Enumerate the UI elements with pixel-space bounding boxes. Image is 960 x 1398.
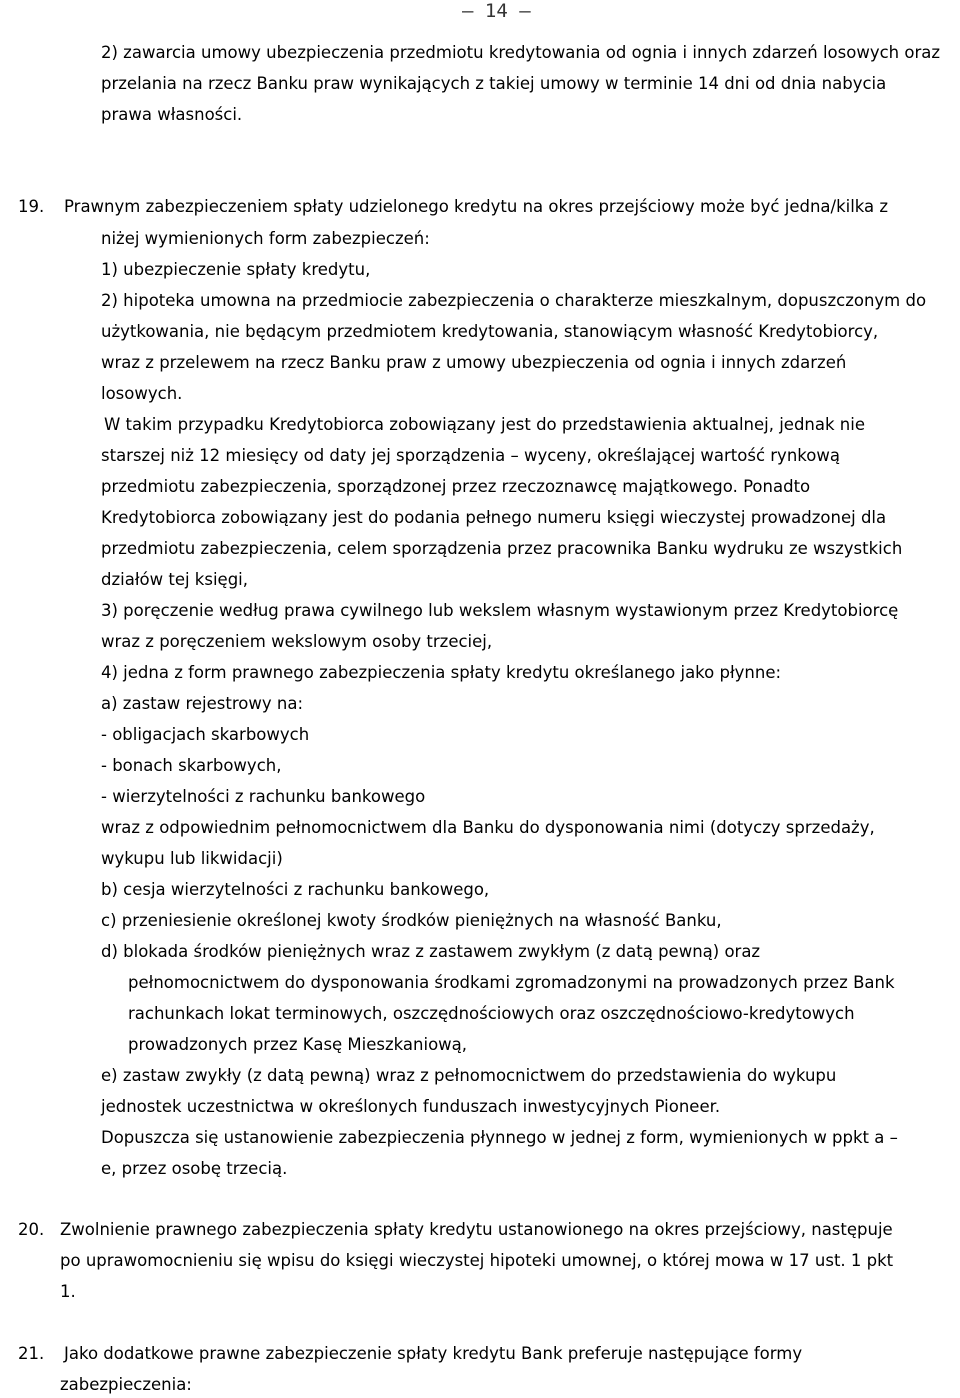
text-line: przedmiotu zabezpieczenia, celem sporządzenia przez pracownika Banku wydruku ze wszystkich	[101, 539, 903, 558]
text-line: c) przeniesienie określonej kwoty środków pieniężnych na własność Banku,	[101, 911, 722, 930]
text-line: Prawnym zabezpieczeniem spłaty udzielonego kredytu na okres przejściowy może być jedna/kilka z	[64, 197, 889, 216]
text-line: 3) poręczenie według prawa cywilnego lub wekslem własnym wystawionym przez Kredytobiorcę	[101, 601, 899, 620]
text-line: 2) zawarcia umowy ubezpieczenia przedmiotu kredytowania od ognia i innych zdarzeń losowych oraz	[101, 43, 941, 62]
text-line: Zwolnienie prawnego zabezpieczenia spłaty kredytu ustanowionego na okres przejściowy, następuje	[60, 1220, 893, 1239]
item-number: 19.	[18, 197, 45, 216]
text-line: Kredytobiorca zobowiązany jest do podania pełnego numeru księgi wieczystej prowadzonej dla	[101, 508, 887, 527]
text-line: rachunkach lokat terminowych, oszczędnościowych oraz oszczędnościowo-kredytowych	[128, 1004, 855, 1023]
page-number: – 14 –	[462, 0, 531, 22]
text-line: pełnomocnictwem do dysponowania środkami zgromadzonymi na prowadzonych przez Bank	[128, 973, 895, 992]
text-line: zabezpieczenia:	[60, 1375, 192, 1394]
text-line: Jako dodatkowe prawne zabezpieczenie spłaty kredytu Bank preferuje następujące formy	[64, 1344, 803, 1363]
text-line: wykupu lub likwidacji)	[101, 849, 283, 868]
text-line: - bonach skarbowych,	[101, 756, 282, 775]
text-line: 1.	[60, 1282, 76, 1301]
text-line: 4) jedna z form prawnego zabezpieczenia spłaty kredytu określanego jako płynne:	[101, 663, 782, 682]
text-line: W takim przypadku Kredytobiorca zobowiązany jest do przedstawienia aktualnej, jednak nie	[104, 415, 865, 434]
text-line: Dopuszcza się ustanowienie zabezpieczenia płynnego w jednej z form, wymienionych w ppkt a –	[101, 1128, 898, 1147]
text-line: działów tej księgi,	[101, 570, 248, 589]
text-line: po uprawomocnieniu się wpisu do księgi wieczystej hipoteki umownej, o której mowa w 17 ust. 1 pkt	[60, 1251, 894, 1270]
text-line: starszej niż 12 miesięcy od daty jej sporządzenia – wyceny, określającej wartość rynkową	[101, 446, 840, 465]
text-line: przelania na rzecz Banku praw wynikających z takiej umowy w terminie 14 dni od dnia nabycia	[101, 74, 887, 93]
text-line: - wierzytelności z rachunku bankowego	[101, 787, 426, 806]
text-line: wraz z przelewem na rzecz Banku praw z umowy ubezpieczenia od ognia i innych zdarzeń	[101, 353, 847, 372]
text-line: wraz z poręczeniem wekslowym osoby trzeciej,	[101, 632, 493, 651]
text-line: prawa własności.	[101, 105, 243, 124]
text-line: przedmiotu zabezpieczenia, sporządzonej przez rzeczoznawcę majątkowego. Ponadto	[101, 477, 811, 496]
text-line: wraz z odpowiednim pełnomocnictwem dla Banku do dysponowania nimi (dotyczy sprzedaży,	[101, 818, 875, 837]
text-line: d) blokada środków pieniężnych wraz z zastawem zwykłym (z datą pewną) oraz	[101, 942, 761, 961]
item-number: 20.	[18, 1220, 45, 1239]
text-line: użytkowania, nie będącym przedmiotem kredytowania, stanowiącym własność Kredytobiorcy,	[101, 322, 879, 341]
text-line: e, przez osobę trzecią.	[101, 1159, 288, 1178]
text-line: a) zastaw rejestrowy na:	[101, 694, 304, 713]
item-number: 21.	[18, 1344, 45, 1363]
text-line: e) zastaw zwykły (z datą pewną) wraz z pełnomocnictwem do przedstawienia do wykupu	[101, 1066, 837, 1085]
text-line: 1) ubezpieczenie spłaty kredytu,	[101, 260, 371, 279]
text-line: niżej wymienionych form zabezpieczeń:	[101, 229, 430, 248]
text-line: b) cesja wierzytelności z rachunku bankowego,	[101, 880, 490, 899]
text-line: 2) hipoteka umowna na przedmiocie zabezpieczenia o charakterze mieszkalnym, dopuszczonym do	[101, 291, 927, 310]
text-line: prowadzonych przez Kasę Mieszkaniową,	[128, 1035, 468, 1054]
text-line: losowych.	[101, 384, 183, 403]
text-line: jednostek uczestnictwa w określonych funduszach inwestycyjnych Pioneer.	[101, 1097, 721, 1116]
text-line: - obligacjach skarbowych	[101, 725, 310, 744]
